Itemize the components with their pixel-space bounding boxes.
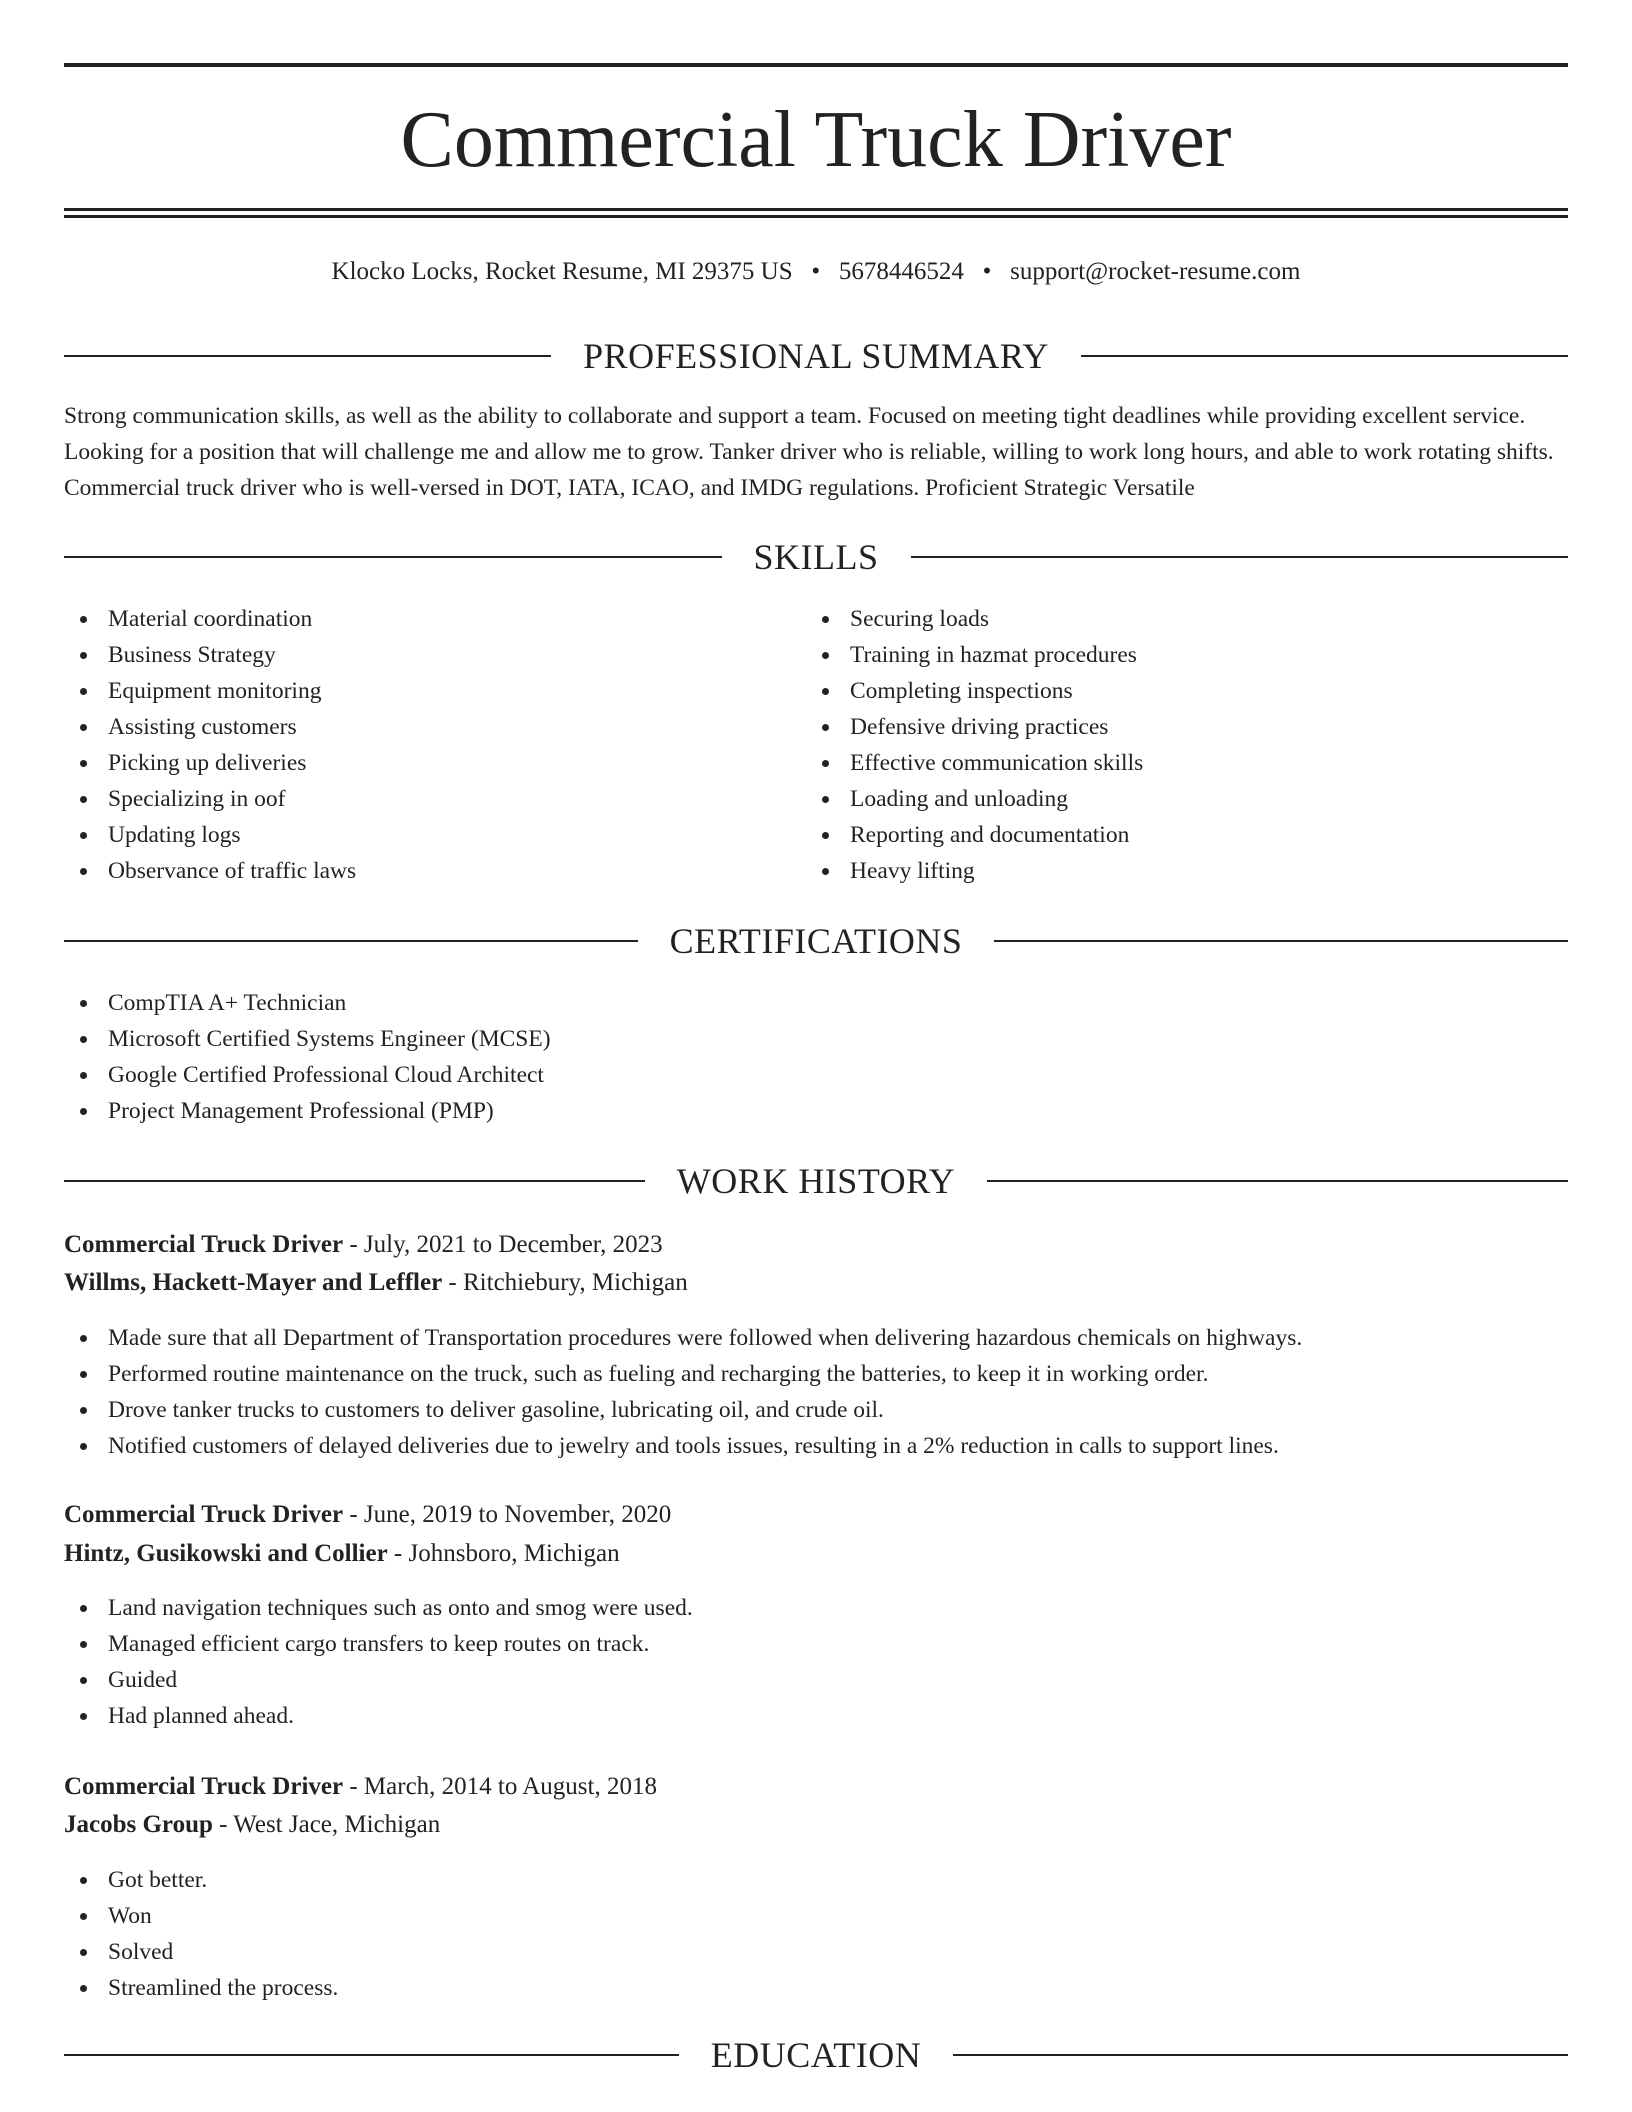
list-item: Drove tanker trucks to customers to deliver gasoline, lubricating oil, and crude oil. [64, 1392, 1302, 1428]
contact-email: support@rocket-resume.com [1010, 258, 1301, 285]
list-item: Updating logs [64, 817, 356, 853]
list-item: Picking up deliveries [64, 745, 356, 781]
list-item: Microsoft Certified Systems Engineer (MCSE) [64, 1021, 551, 1057]
heading-rule [987, 1180, 1568, 1182]
heading-rule [64, 556, 722, 558]
job-bullets [64, 1862, 338, 2006]
skills-list-left [64, 601, 356, 889]
section-heading-education [64, 2033, 1568, 2077]
title-double-rule-top [64, 208, 1568, 211]
job-company: Willms, Hackett-Mayer and Leffler [64, 1269, 443, 1296]
job-bullets [64, 1590, 693, 1734]
heading-rule [64, 2054, 679, 2056]
job-title-line [64, 1227, 663, 1263]
job-dates: - June, 2019 to November, 2020 [343, 1501, 672, 1528]
job-location: - Ritchiebury, Michigan [442, 1269, 688, 1296]
job-dates: - July, 2021 to December, 2023 [343, 1231, 663, 1258]
heading-rule [1081, 355, 1568, 357]
job-company-line [64, 1807, 440, 1843]
list-item: Securing loads [806, 601, 1143, 637]
list-item: Completing inspections [806, 673, 1143, 709]
list-item: Reporting and documentation [806, 817, 1143, 853]
list-item: Loading and unloading [806, 781, 1143, 817]
job-company: Hintz, Gusikowski and Collier [64, 1540, 388, 1567]
job-company-line [64, 1536, 620, 1572]
certifications-list [64, 985, 551, 1129]
list-item: Project Management Professional (PMP) [64, 1093, 551, 1129]
heading-rule [953, 2054, 1568, 2056]
list-item: Google Certified Professional Cloud Architect [64, 1057, 551, 1093]
list-item: Defensive driving practices [806, 709, 1143, 745]
contact-separator: • [811, 258, 821, 285]
list-item: Managed efficient cargo transfers to keep routes on track. [64, 1626, 693, 1662]
job-company-line [64, 1265, 688, 1301]
resume-title: Commercial Truck Driver [400, 96, 1232, 184]
heading-rule [911, 556, 1569, 558]
list-item: Won [64, 1898, 338, 1934]
list-item: Guided [64, 1662, 693, 1698]
heading-rule [64, 940, 638, 942]
job-location: - Johnsboro, Michigan [387, 1540, 620, 1567]
title-double-rule-bottom [64, 215, 1568, 218]
list-item: Notified customers of delayed deliveries due to jewelry and tools issues, resulting in a 2% reduction in calls to support lines. [64, 1428, 1302, 1464]
job-company: Jacobs Group [64, 1811, 213, 1838]
job-title-line [64, 1769, 657, 1805]
section-title: WORK HISTORY [676, 1161, 956, 1201]
heading-rule [64, 1180, 645, 1182]
heading-rule [64, 355, 551, 357]
top-rule [64, 63, 1568, 67]
section-heading-summary [64, 334, 1568, 378]
list-item: CompTIA A+ Technician [64, 985, 551, 1021]
list-item: Material coordination [64, 601, 356, 637]
list-item: Land navigation techniques such as onto and smog were used. [64, 1590, 693, 1626]
contact-line [64, 254, 1568, 290]
section-title: PROFESSIONAL SUMMARY [583, 336, 1049, 376]
summary-text: Strong communication skills, as well as the ability to collaborate and support a team. Focused on meeting tight deadlines while providing excellent service. Looking for a position that will challenge me and allow me to grow. Tanker driver who is reliable, willing to work long hours, and able to work rotating shifts. Commercial truck driver who is well-versed in DOT, IATA, ICAO, and IMDG regulations. Proficient Strategic Versatile [64, 403, 1554, 501]
contact-phone: 5678446524 [838, 258, 964, 285]
section-heading-work-history [64, 1159, 1568, 1203]
list-item: Made sure that all Department of Transportation procedures were followed when delivering hazardous chemicals on highways. [64, 1320, 1302, 1356]
list-item: Effective communication skills [806, 745, 1143, 781]
list-item: Business Strategy [64, 637, 356, 673]
list-item: Performed routine maintenance on the truck, such as fueling and recharging the batteries, to keep it in working order. [64, 1356, 1302, 1392]
job-title: Commercial Truck Driver [64, 1773, 344, 1800]
skills-list-right [806, 601, 1143, 889]
job-title-line [64, 1497, 671, 1533]
list-item: Equipment monitoring [64, 673, 356, 709]
list-item: Heavy lifting [806, 853, 1143, 889]
section-title: EDUCATION [710, 2035, 922, 2075]
section-heading-skills [64, 535, 1568, 579]
contact-address: Klocko Locks, Rocket Resume, MI 29375 US [331, 258, 793, 285]
job-location: - West Jace, Michigan [212, 1811, 441, 1838]
job-title: Commercial Truck Driver [64, 1231, 344, 1258]
list-item: Observance of traffic laws [64, 853, 356, 889]
heading-rule [994, 940, 1568, 942]
list-item: Streamlined the process. [64, 1970, 338, 2006]
job-dates: - March, 2014 to August, 2018 [343, 1773, 657, 1800]
list-item: Specializing in oof [64, 781, 356, 817]
contact-separator: • [982, 258, 992, 285]
job-title: Commercial Truck Driver [64, 1501, 344, 1528]
section-title: SKILLS [753, 537, 879, 577]
list-item: Training in hazmat procedures [806, 637, 1143, 673]
section-title: CERTIFICATIONS [669, 921, 963, 961]
list-item: Had planned ahead. [64, 1698, 693, 1734]
list-item: Assisting customers [64, 709, 356, 745]
section-heading-certifications [64, 919, 1568, 963]
list-item: Solved [64, 1934, 338, 1970]
list-item: Got better. [64, 1862, 338, 1898]
job-bullets [64, 1320, 1302, 1464]
